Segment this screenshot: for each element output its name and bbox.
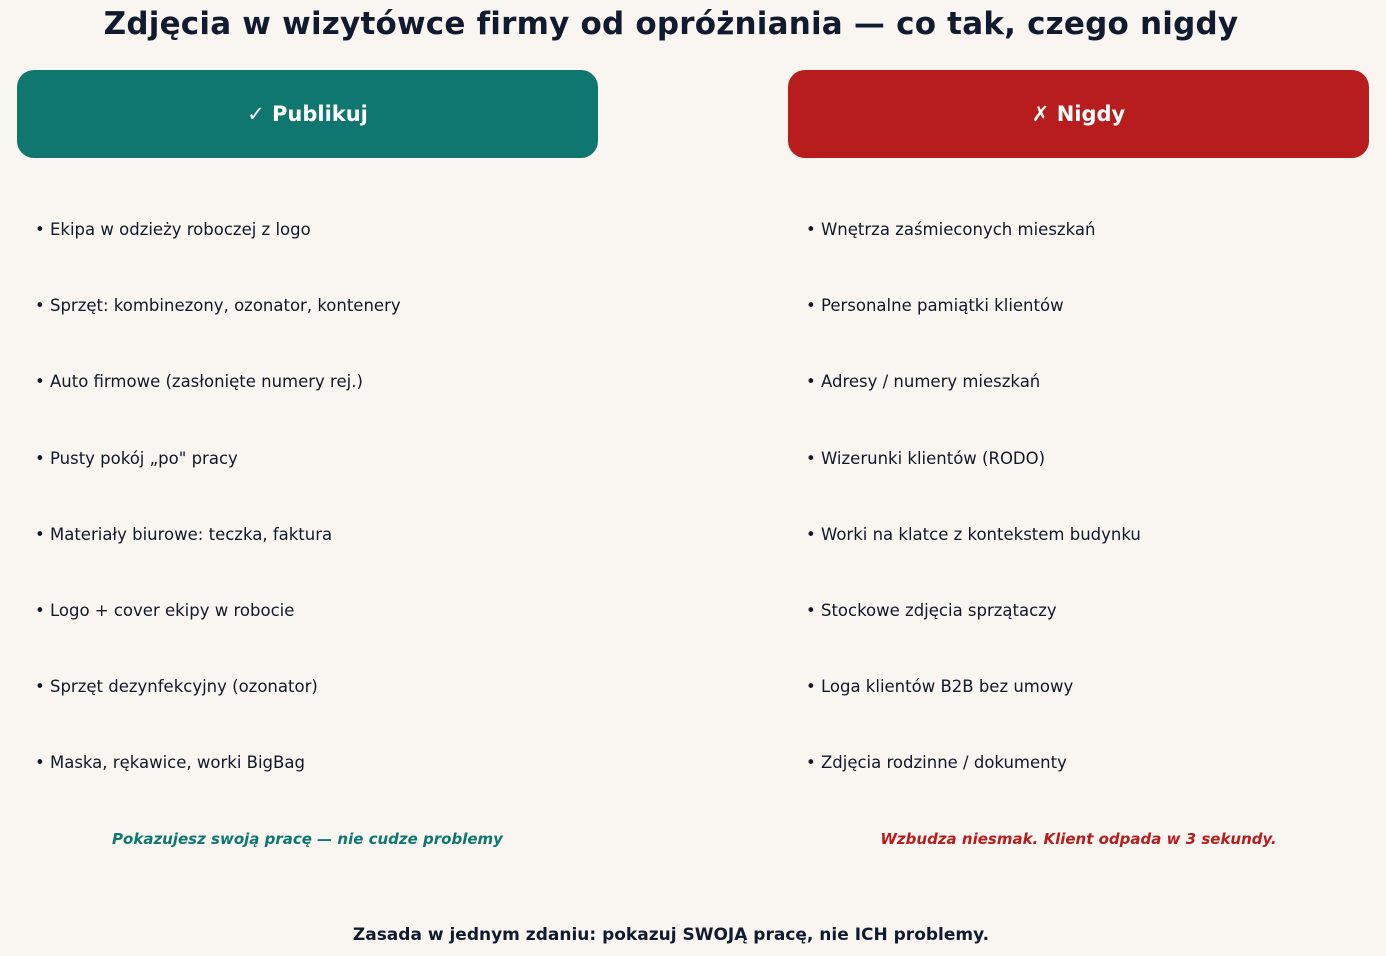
rule-footer: Zasada w jednym zdaniu: pokazuj SWOJĄ pracę, nie ICH problemy. bbox=[352, 925, 990, 945]
publish-header: ✓ Publikuj bbox=[17, 70, 598, 158]
publish-item: • Auto firmowe (zasłonięte numery rej.) bbox=[35, 372, 363, 392]
never-item: • Zdjęcia rodzinne / dokumenty bbox=[806, 753, 1067, 773]
publish-item: • Logo + cover ekipy w robocie bbox=[35, 600, 295, 620]
never-list bbox=[806, 218, 1366, 828]
publish-item: • Sprzęt: kombinezony, ozonator, kontenery bbox=[35, 296, 401, 316]
page-title: Zdjęcia w wizytówce firmy od opróżniania — co tak, czego nigdy bbox=[103, 6, 1239, 42]
publish-list bbox=[35, 218, 595, 828]
never-item: • Wnętrza zaśmieconych mieszkań bbox=[806, 220, 1096, 239]
never-item: • Worki na klatce z kontekstem budynku bbox=[806, 524, 1141, 544]
never-item: • Loga klientów B2B bez umowy bbox=[806, 677, 1074, 697]
publish-item: • Materiały biurowe: teczka, faktura bbox=[35, 524, 333, 544]
never-header: ✗ Nigdy bbox=[788, 70, 1369, 158]
publish-column bbox=[17, 70, 598, 848]
publish-item: • Ekipa w odzieży roboczej z logo bbox=[35, 220, 311, 239]
never-item: • Stockowe zdjęcia sprzątaczy bbox=[806, 600, 1057, 620]
publish-item: • Pusty pokój „po" pracy bbox=[35, 448, 238, 468]
never-item: • Personalne pamiątki klientów bbox=[806, 296, 1064, 316]
never-item: • Adresy / numery mieszkań bbox=[806, 372, 1041, 392]
publish-summary: Pokazujesz swoją pracę — nie cudze problemy bbox=[112, 830, 503, 848]
never-summary: Wzbudza niesmak. Klient odpada w 3 sekundy. bbox=[880, 830, 1277, 848]
never-item: • Wizerunki klientów (RODO) bbox=[806, 448, 1046, 468]
publish-item: • Sprzęt dezynfekcyjny (ozonator) bbox=[35, 677, 318, 697]
publish-item: • Maska, rękawice, worki BigBag bbox=[35, 753, 305, 773]
never-column bbox=[788, 70, 1369, 848]
